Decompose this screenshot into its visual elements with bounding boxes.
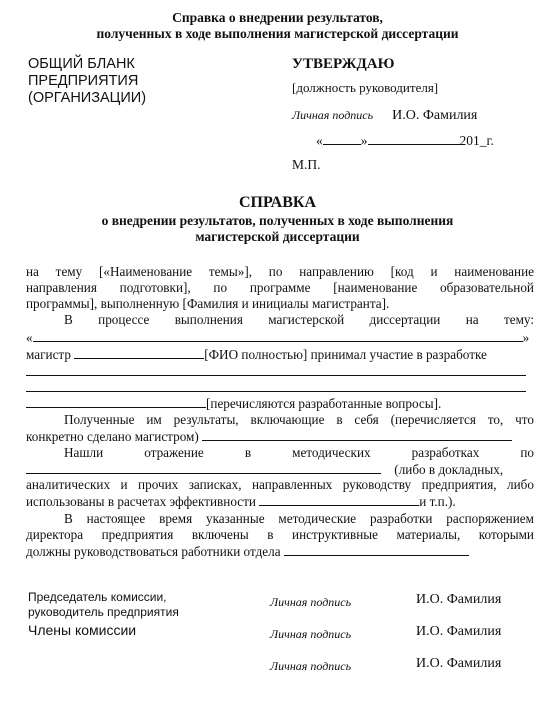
approval-position: [должность руководителя] <box>292 80 439 95</box>
p2-close-quote: » <box>522 330 530 345</box>
subtitle-line1: о внедрении результатов, полученных в ходе выполнения <box>101 213 454 228</box>
p4-line3: аналитических и прочих записках, направленных руководству предприятия, либо <box>26 477 534 492</box>
org-blank-line3: (ОРГАНИЗАЦИИ) <box>28 90 147 106</box>
p4-l4-text: использованы в расчетах эффективности <box>26 494 256 509</box>
p5-line1: В настоящее время указанные методические разработки распоряжением <box>64 511 534 526</box>
p4-l4-end: и т.п.). <box>419 494 456 509</box>
member2-signature-label: Личная подпись <box>270 659 352 673</box>
p5-line3 <box>26 543 534 560</box>
p5-line2: директора предприятия включены в инструктивные материалы, которыми <box>26 527 534 542</box>
org-blank-line2: ПРЕДПРИЯТИЯ <box>28 73 139 89</box>
org-blank <box>28 56 146 107</box>
results-line <box>202 428 512 441</box>
p4-line4 <box>26 493 534 510</box>
p2-line2 <box>26 329 534 346</box>
chair-line2: руководитель предприятия <box>28 605 179 619</box>
p4-l2-text: (либо в докладных, <box>394 462 504 477</box>
subtitle-line2: магистерской диссертации <box>195 229 360 244</box>
p3-text: конкретно сделано магистром) <box>26 429 199 444</box>
approval-signature-label: Личная подпись <box>292 108 374 122</box>
approval-date <box>316 132 494 149</box>
p1-line3: программы], выполненную [Фамилия и инициалы магистранта]. <box>26 296 390 311</box>
document-subtitle <box>0 213 555 245</box>
blank-line-1 <box>26 375 526 376</box>
date-month-line <box>368 132 460 145</box>
approval-title: УТВЕРЖДАЮ <box>292 56 395 72</box>
doc-header-line1: Справка о внедрении результатов, <box>172 10 383 25</box>
chair-label <box>28 590 179 620</box>
p1-line2: направления подготовки], по программе [наименование образовательной <box>26 280 534 295</box>
org-blank-line1: ОБЩИЙ БЛАНК <box>28 56 135 72</box>
stamp-label: М.П. <box>292 157 321 172</box>
document-title: СПРАВКА <box>238 194 317 211</box>
chair-line1: Председатель комиссии, <box>28 590 167 604</box>
p2-fio-text: [ФИО полностью] принимал участие в разработке <box>204 347 487 362</box>
p2-questions-text: [перечисляются разработанные вопросы]. <box>206 396 442 411</box>
fio-line <box>74 346 204 359</box>
members-label: Члены комиссии <box>28 622 137 638</box>
p2-magistr: магистр <box>26 347 71 362</box>
date-year: 201_г. <box>459 133 494 148</box>
topic-line <box>33 329 523 342</box>
p2-line6 <box>26 395 534 412</box>
p2-open-quote: « <box>26 330 33 345</box>
blank-line-2 <box>26 391 526 392</box>
p4-line1: Нашли отражение в методических разработках по <box>64 445 534 460</box>
p3-line1: Полученные им результаты, включающие в себя (перечисляется то, что <box>64 412 534 427</box>
member2-name: И.О. Фамилия <box>416 656 502 671</box>
date-open-quote: « <box>316 133 323 148</box>
p2-line1: В процессе выполнения магистерской диссертации на тему: <box>64 312 534 327</box>
efficiency-line <box>259 493 419 506</box>
date-day-line <box>323 132 361 145</box>
date-close-quote: » <box>360 133 368 148</box>
questions-line <box>26 395 206 408</box>
department-line <box>284 543 469 556</box>
approval-signature-row <box>292 108 477 124</box>
p4-line2 <box>26 461 534 478</box>
doc-header-line2: полученных в ходе выполнения магистерской диссертации <box>96 26 459 41</box>
approval-name: И.О. Фамилия <box>392 108 478 123</box>
p2-line3 <box>26 346 534 363</box>
method-line <box>26 461 381 474</box>
member1-signature-label: Личная подпись <box>270 627 352 641</box>
chair-signature-label: Личная подпись <box>270 595 352 609</box>
p1-line1: на тему [«Наименование темы»], по направлению [код и наименование <box>26 264 534 279</box>
p3-line2 <box>26 428 534 445</box>
member1-name: И.О. Фамилия <box>416 624 502 639</box>
chair-name: И.О. Фамилия <box>416 592 502 607</box>
p5-l3-text: должны руководствоваться работники отдела <box>26 544 281 559</box>
